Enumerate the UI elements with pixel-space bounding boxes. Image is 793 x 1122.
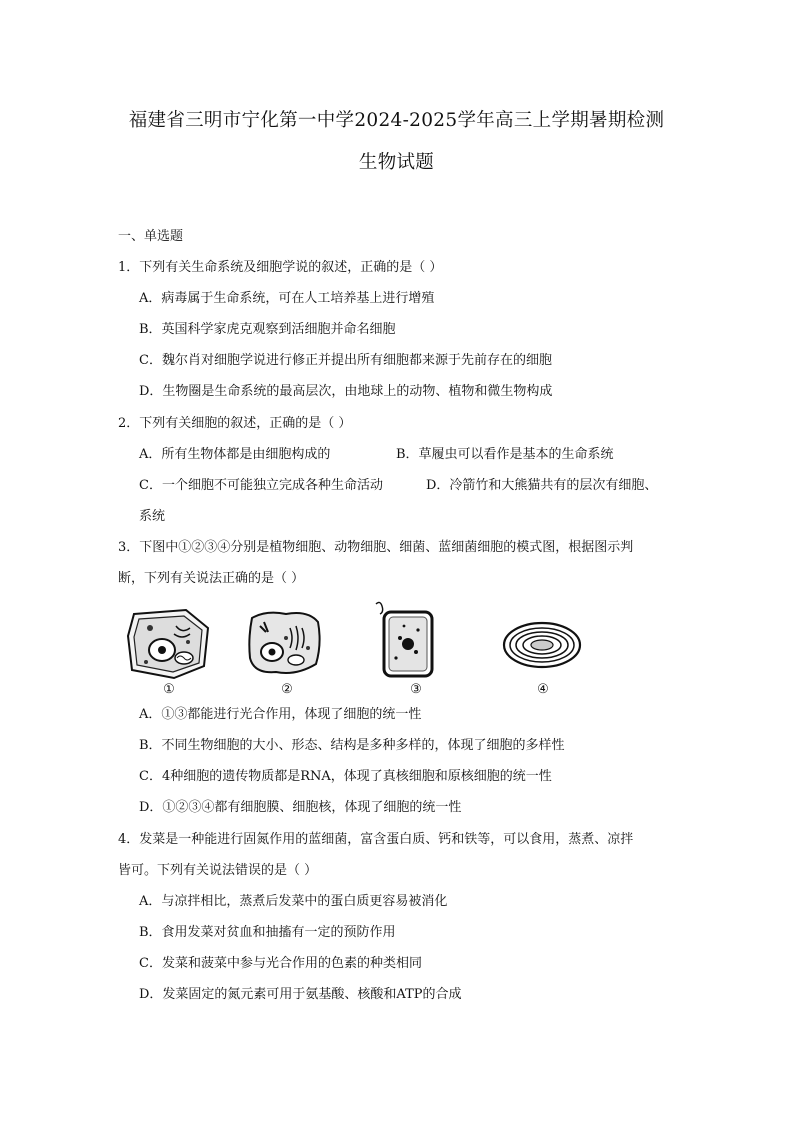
question-2-option-b: B．草履虫可以看作是基本的生命系统 [396, 447, 614, 462]
page-title-line1: 福建省三明市宁化第一中学2024-2025学年高三上学期暑期检测 [128, 110, 665, 131]
question-1-option-b: B．英国科学家虎克观察到活细胞并命名细胞 [139, 322, 396, 337]
question-4-option-b: B．食用发菜对贫血和抽搐有一定的预防作用 [139, 925, 396, 940]
question-4-option-c: C．发菜和菠菜中参与光合作用的色素的种类相同 [139, 956, 422, 971]
question-2-option-d: D．冷箭竹和大熊猫共有的层次有细胞、 [426, 478, 658, 493]
question-2-stem: 2．下列有关细胞的叙述，正确的是（ ） [118, 416, 352, 431]
figure-label-1: ① [163, 682, 175, 697]
plant-cell-diagram [126, 606, 212, 680]
bacterium-diagram [370, 600, 438, 680]
question-2-option-c: C．一个细胞不可能独立完成各种生命活动 [139, 478, 383, 493]
question-4-option-a: A．与凉拌相比，蒸煮后发菜中的蛋白质更容易被消化 [139, 894, 448, 909]
question-2-option-d-continuation: 系统 [139, 509, 166, 524]
question-1-stem: 1．下列有关生命系统及细胞学说的叙述，正确的是（ ） [118, 260, 443, 275]
section-heading: 一、单选题 [118, 229, 184, 244]
question-2-option-a: A．所有生物体都是由细胞构成的 [139, 447, 331, 462]
question-4-stem-line2: 皆可。下列有关说法错误的是（ ） [118, 863, 318, 878]
question-1-option-d: D．生物圈是生命系统的最高层次，由地球上的动物、植物和微生物构成 [139, 384, 553, 399]
question-3-stem-line2: 断，下列有关说法正确的是（ ） [118, 571, 305, 586]
page-title-line2: 生物试题 [358, 152, 435, 173]
question-3-option-c: C．4种细胞的遗传物质都是RNA，体现了真核细胞和原核细胞的统一性 [139, 769, 552, 784]
cell-diagram-figure [120, 600, 600, 700]
question-1-option-a: A．病毒属于生命系统，可在人工培养基上进行增殖 [139, 291, 435, 306]
question-3-stem-line1: 3．下图中①②③④分别是植物细胞、动物细胞、细菌、蓝细菌细胞的模式图，根据图示判 [118, 540, 634, 555]
question-4-option-d: D．发菜固定的氮元素可用于氨基酸、核酸和ATP的合成 [139, 987, 462, 1002]
question-4-stem-line1: 4．发菜是一种能进行固氮作用的蓝细菌，富含蛋白质、钙和铁等，可以食用，蒸煮、凉拌 [118, 832, 634, 847]
question-1-option-c: C．魏尔肖对细胞学说进行修正并提出所有细胞都来源于先前存在的细胞 [139, 353, 552, 368]
question-3-option-b: B．不同生物细胞的大小、形态、结构是多种多样的，体现了细胞的多样性 [139, 738, 565, 753]
figure-label-2: ② [281, 682, 293, 697]
cyanobacterium-diagram [502, 620, 582, 670]
question-3-option-d: D．①②③④都有细胞膜、细胞核，体现了细胞的统一性 [139, 800, 462, 815]
animal-cell-diagram [246, 608, 322, 678]
figure-label-4: ④ [537, 682, 549, 697]
question-3-option-a: A．①③都能进行光合作用，体现了细胞的统一性 [139, 707, 422, 722]
figure-label-3: ③ [410, 682, 422, 697]
